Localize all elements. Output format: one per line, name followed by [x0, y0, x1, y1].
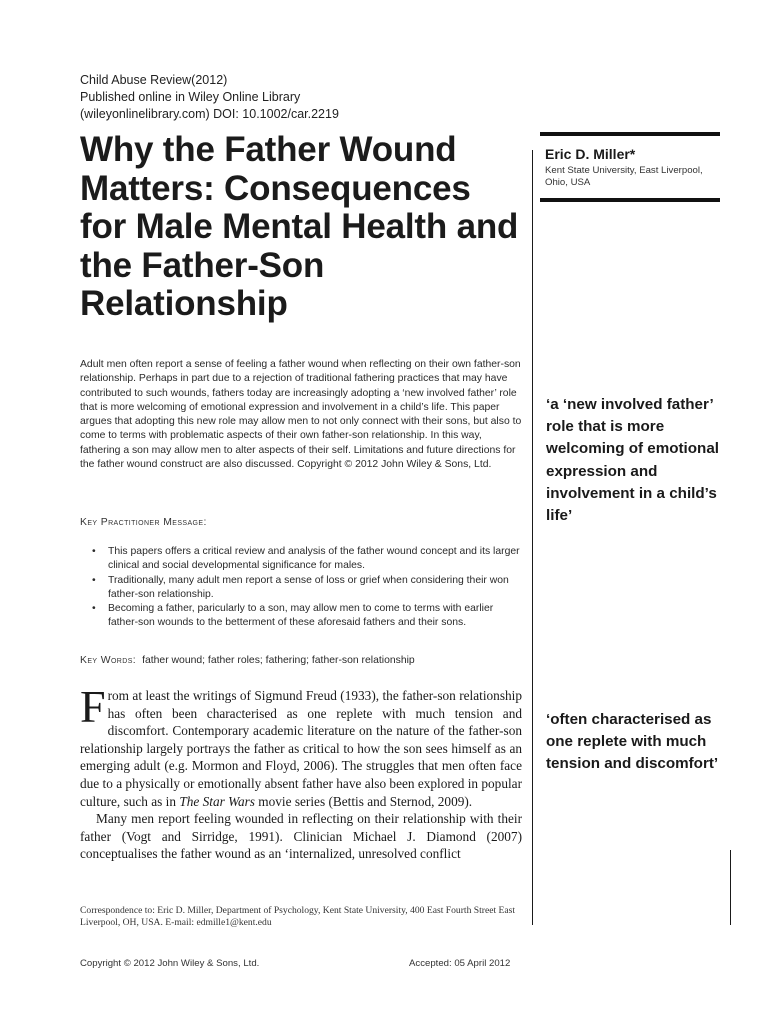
- list-item: [80, 574, 524, 603]
- list-item-text: This papers offers a critical review and analysis of the father wound concept and its larger clinical and social developmental significance for males.: [108, 546, 520, 572]
- key-words-label: Key Words:: [80, 655, 137, 666]
- bullet-icon: •: [92, 574, 96, 586]
- movie-title: The Star Wars: [179, 793, 255, 809]
- body-paragraph: [80, 681, 522, 810]
- key-words: [80, 655, 415, 666]
- author-name: Eric D. Miller*: [545, 146, 636, 162]
- author-affiliation: Kent State University, East Liverpool, Ohio, USA: [545, 165, 703, 189]
- journal-publication: Published online in Wiley Online Library: [80, 90, 301, 104]
- right-margin-rule: [730, 850, 731, 925]
- key-practitioner-message-heading: Key Practitioner Message:: [80, 517, 207, 528]
- journal-info: [80, 72, 339, 123]
- body-paragraph-text: rom at least the writings of Sigmund Freud (1933), the father-son relationship has often been characterised as one replete with much tension and discomfort. Contemporary academic literature on the nature of the father-son relationship largely portrays the father as critical to how the son sees himself as an emerging adult (e.g. Mormon and Floyd, 2006). The struggles that men often face due to a physically or emotionally absent father have also been explored in popular culture, such as in: [80, 688, 522, 809]
- drop-cap: F: [80, 681, 106, 732]
- key-practitioner-message-list: [80, 545, 524, 631]
- correspondence-note: Correspondence to: Eric D. Miller, Department of Psychology, Kent State University, 400 East Fourth Street East Liverpool, OH, USA. E-mail: edmille1@kent.edu: [80, 905, 516, 928]
- abstract: Adult men often report a sense of feeling a father wound when reflecting on their own father-son relationship. Perhaps in part due to a rejection of traditional fathering practices that may have contributed to such wounds, fathers today are increasingly adopting a ‘new involved father’ role that is more welcoming of emotional expression and involvement in a child’s life. This paper argues that adopting this new role may allow men to not only connect with their sons, but also to come to terms with problematic aspects of their own father-son relationship. In this way, fathering a son may allow men to alter aspects of their self. Limitations and future directions for the father wound construct are also discussed. Copyright © 2012 John Wiley & Sons, Ltd.: [80, 359, 522, 471]
- author-box-bottom-rule: [540, 198, 720, 202]
- footer-accepted-date: Accepted: 05 April 2012: [409, 958, 511, 969]
- key-words-text: father wound; father roles; fathering; father-son relationship: [142, 655, 415, 666]
- journal-name: Child Abuse Review(2012): [80, 73, 228, 87]
- body-paragraph-text: movie series (Bettis and Sternod, 2009).: [254, 793, 473, 809]
- list-item-text: Becoming a father, paricularly to a son, may allow men to come to terms with earlier father-son wounds to the betterment of these aforesaid fathers and their sons.: [108, 603, 494, 629]
- list-item: [80, 602, 524, 631]
- article-title: Why the Father Wound Matters: Consequences for Male Mental Health and the Father-Son Relationship: [80, 130, 519, 323]
- author-box-top-rule: [540, 132, 720, 136]
- pull-quote: ‘a ‘new involved father’ role that is more welcoming of emotional expression and involvement in a child’s life’: [546, 396, 719, 525]
- pull-quote: ‘often characterised as one replete with much tension and discomfort’: [546, 711, 719, 773]
- footer-copyright: Copyright © 2012 John Wiley & Sons, Ltd.: [80, 958, 260, 969]
- journal-doi: (wileyonlinelibrary.com) DOI: 10.1002/car.2219: [80, 107, 339, 121]
- bullet-icon: •: [92, 603, 96, 615]
- list-item-text: Traditionally, many adult men report a sense of loss or grief when considering their won father-son relationship.: [108, 574, 509, 600]
- body-text: [80, 681, 522, 863]
- list-item: [80, 545, 524, 574]
- column-divider: [532, 150, 533, 925]
- bullet-icon: •: [92, 546, 96, 557]
- body-paragraph: Many men report feeling wounded in reflecting on their relationship with their father (Vogt and Sirridge, 1991). Clinician Michael J. Diamond (2007) conceptualises the father wound as an ‘internalized, unresolved conflict: [80, 811, 522, 862]
